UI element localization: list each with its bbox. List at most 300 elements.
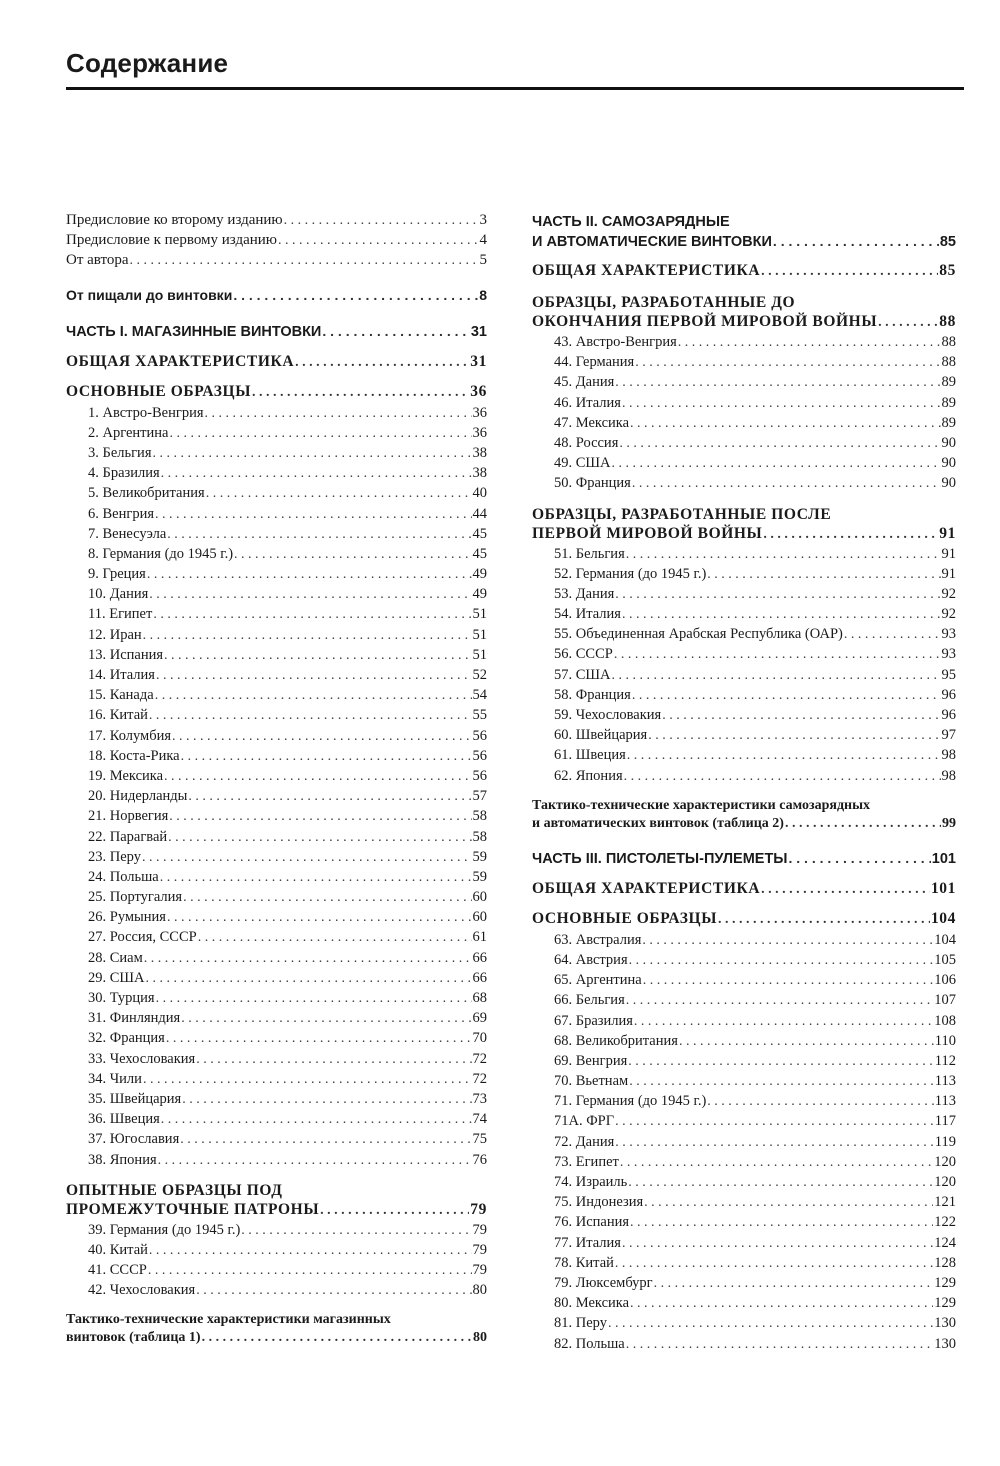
- toc-entry-title: 2. Аргентина: [88, 424, 169, 441]
- toc-entry[interactable]: [88, 970, 487, 990]
- toc-entry-title: 71А. ФРГ: [554, 1113, 615, 1130]
- toc-entry[interactable]: [554, 1235, 956, 1255]
- toc-entry[interactable]: [554, 1255, 956, 1275]
- toc-entry-page: 110: [934, 1032, 956, 1049]
- toc-entry[interactable]: [554, 374, 956, 394]
- toc-entry-page: 117: [934, 1113, 956, 1130]
- toc-entry-page: 90: [941, 455, 956, 472]
- toc-entry[interactable]: [88, 1262, 487, 1282]
- toc-entry-title: 40. Китай: [88, 1241, 148, 1258]
- toc-entry[interactable]: [88, 1010, 487, 1030]
- toc-entry[interactable]: [88, 728, 487, 748]
- toc-entry-title: 10. Дания: [88, 586, 149, 603]
- dot-leader: [156, 668, 472, 684]
- toc-entry-page: 96: [941, 707, 956, 723]
- dot-leader: [628, 1175, 933, 1191]
- toc-entry-title: 47. Мексика: [554, 414, 630, 431]
- toc-entry-page: 106: [934, 972, 956, 989]
- toc-entry-title: 68. Великобритания: [554, 1032, 678, 1049]
- exp-samples-list: [66, 1222, 487, 1303]
- dot-leader: [156, 991, 472, 1007]
- toc-entry[interactable]: [554, 727, 956, 747]
- toc-entry[interactable]: [554, 415, 956, 435]
- toc-entry-title: 49. США: [554, 455, 611, 472]
- dot-leader: [284, 213, 479, 229]
- toc-entry-page: 61: [472, 929, 487, 946]
- toc-entry[interactable]: [554, 952, 956, 972]
- toc-entry-title: 5. Великобритания: [88, 485, 205, 502]
- toc-entry[interactable]: [88, 869, 487, 889]
- toc-entry[interactable]: [554, 992, 956, 1012]
- dot-leader: [166, 1031, 472, 1047]
- dot-leader: [149, 1243, 472, 1259]
- dot-leader: [608, 1316, 933, 1332]
- toc-entry[interactable]: [88, 1131, 487, 1151]
- toc-entry-page: 113: [934, 1093, 956, 1110]
- toc-entry-part3[interactable]: ЧАСТЬ III. ПИСТОЛЕТЫ-ПУЛЕМЕТЫ . . . 101: [532, 850, 956, 872]
- toc-entry-title: 33. Чехословакия: [88, 1050, 196, 1067]
- toc-entry-title: 37. Югославия: [88, 1131, 180, 1148]
- toc-entry[interactable]: [88, 929, 487, 949]
- toc-entry-page: 56: [472, 767, 487, 784]
- page-title: Содержание: [66, 48, 229, 78]
- toc-entry-title: 36. Швеция: [88, 1111, 160, 1128]
- toc-entry-title: 65. Аргентина: [554, 972, 642, 989]
- toc-entry-page: 92: [941, 606, 956, 623]
- dot-leader: [615, 1135, 934, 1151]
- toc-entry[interactable]: [554, 354, 956, 374]
- dot-leader: [143, 1072, 472, 1088]
- toc-entry-page: 5: [479, 252, 487, 269]
- dot-leader: [615, 587, 940, 603]
- toc-entry-page: 90: [941, 475, 956, 492]
- dot-leader: [615, 1256, 933, 1272]
- dot-leader: [144, 951, 472, 967]
- toc-entry[interactable]: [554, 667, 956, 687]
- dot-leader: [158, 1153, 472, 1169]
- toc-entry-page: 49: [472, 586, 487, 603]
- toc-entry-page: 40: [472, 485, 487, 502]
- dot-leader: [612, 668, 941, 684]
- toc-entry[interactable]: [554, 546, 956, 566]
- toc-entry-title: 35. Швейцария: [88, 1090, 182, 1107]
- toc-entry-page: 90: [941, 434, 956, 451]
- toc-entry-page: 75: [472, 1131, 487, 1148]
- toc-entry-title: 66. Бельгия: [554, 992, 625, 1009]
- toc-entry-part2[interactable]: ЧАСТЬ II. САМОЗАРЯДНЫЕ И АВТОМАТИЧЕСКИЕ ВИНТОВКИ . . . 85: [532, 212, 956, 254]
- toc-entry-page: 130: [934, 1335, 956, 1352]
- toc-entry-page: 4: [479, 232, 487, 249]
- toc-entry-title: 28. Сиам: [88, 949, 143, 966]
- toc-entry-title: 80. Мексика: [554, 1295, 630, 1312]
- toc-entry-page: 79: [472, 1221, 487, 1238]
- toc-entry[interactable]: [88, 1222, 487, 1242]
- toc-entry-page: 113: [934, 1073, 956, 1090]
- dot-leader: [632, 688, 941, 704]
- dot-leader: [161, 466, 472, 482]
- toc-entry[interactable]: [88, 1051, 487, 1071]
- toc-entry-general3[interactable]: ОБЩАЯ ХАРАКТЕРИСТИКА . . . 101: [532, 880, 956, 902]
- toc-entry[interactable]: [554, 1053, 956, 1073]
- toc-entry-title: 24. Польша: [88, 868, 159, 885]
- toc-entry-page: 91: [941, 565, 956, 582]
- toc-entry-title: 1. Австро-Венгрия: [88, 404, 204, 421]
- dot-leader: [630, 416, 940, 432]
- smg-list: [532, 932, 956, 1356]
- toc-right-column: [532, 212, 956, 1356]
- toc-entry[interactable]: [88, 1111, 487, 1131]
- toc-entry-exp-samples[interactable]: ОПЫТНЫЕ ОБРАЗЦЫ ПОД ПРОМЕЖУТОЧНЫЕ ПАТРОНЫ . . . 79: [66, 1180, 487, 1222]
- toc-entry[interactable]: [554, 1033, 956, 1053]
- toc-entry-title: 13. Испания: [88, 646, 164, 663]
- toc-entry[interactable]: [554, 626, 956, 646]
- toc-entry-page: 89: [941, 414, 956, 431]
- dot-leader: [180, 1132, 471, 1148]
- dot-leader: [196, 1283, 471, 1299]
- toc-entry-page: 121: [934, 1194, 956, 1211]
- toc-entry-title: 39. Германия (до 1945 г.): [88, 1221, 241, 1238]
- toc-entry-title: 16. Китай: [88, 707, 148, 724]
- main-samples-list: [66, 405, 487, 1172]
- toc-entry-page: 107: [934, 992, 956, 1009]
- toc-entry-page: 66: [472, 949, 487, 966]
- toc-entry[interactable]: [88, 586, 487, 606]
- toc-entry-title: 58. Франция: [554, 686, 631, 703]
- toc-entry-title: 4. Бразилия: [88, 465, 160, 482]
- toc-entry-page: 112: [934, 1052, 956, 1069]
- toc-entry-title: 61. Швеция: [554, 747, 626, 764]
- toc-entry-title: Предисловие к первому изданию: [66, 232, 278, 249]
- toc-entry[interactable]: [554, 586, 956, 606]
- toc-entry-page: 44: [472, 505, 487, 522]
- toc-entry[interactable]: [66, 252, 487, 272]
- toc-entry[interactable]: [88, 1071, 487, 1091]
- toc-entry[interactable]: [88, 667, 487, 687]
- toc-entry-page: 49: [472, 566, 487, 583]
- toc-entry[interactable]: [88, 1282, 487, 1302]
- toc-entry[interactable]: [88, 1242, 487, 1262]
- toc-entry-page: 60: [472, 909, 487, 926]
- toc-entry[interactable]: [88, 687, 487, 707]
- toc-entry-title: 56. СССР: [554, 646, 613, 663]
- toc-entry-page: 129: [934, 1274, 956, 1291]
- toc-entry[interactable]: [554, 768, 956, 788]
- toc-entry[interactable]: [554, 1013, 956, 1033]
- toc-entry-title: Предисловие ко второму изданию: [66, 212, 283, 228]
- toc-entry-title: 32. Франция: [88, 1030, 165, 1047]
- toc-entry-title: 15. Канада: [88, 687, 154, 704]
- toc-entry-title: 45. Дания: [554, 374, 615, 391]
- toc-entry-page: 108: [934, 1012, 956, 1029]
- toc-entry[interactable]: [66, 232, 487, 252]
- toc-entry[interactable]: [88, 627, 487, 647]
- toc-entry-page: 88: [941, 354, 956, 371]
- dot-leader: [147, 567, 472, 583]
- toc-entry-page: 60: [472, 889, 487, 906]
- toc-entry-title: 38. Япония: [88, 1151, 157, 1168]
- toc-entry[interactable]: [554, 1275, 956, 1295]
- dot-leader: [678, 335, 941, 351]
- toc-entry[interactable]: [554, 1093, 956, 1113]
- dot-leader: [624, 769, 941, 785]
- dot-leader: [169, 809, 471, 825]
- toc-entry[interactable]: [554, 395, 956, 415]
- dot-leader: [146, 971, 472, 987]
- toc-entry-page: 122: [934, 1214, 956, 1231]
- dot-leader: [648, 728, 940, 744]
- toc-entry-title: 18. Коста-Рика: [88, 747, 180, 764]
- toc-entry-title: 19. Мексика: [88, 767, 164, 784]
- toc-entry-title: 52. Германия (до 1945 г.): [554, 565, 707, 582]
- toc-entry-title: 73. Египет: [554, 1153, 619, 1170]
- toc-entry-title: 57. США: [554, 666, 611, 683]
- dot-leader: [181, 1011, 471, 1027]
- dot-leader: [615, 1114, 934, 1130]
- toc-entry[interactable]: [554, 1295, 956, 1315]
- dot-leader: [206, 486, 472, 502]
- dot-leader: [654, 1276, 934, 1292]
- toc-entry[interactable]: [88, 647, 487, 667]
- toc-entry-main-samples[interactable]: ОСНОВНЫЕ ОБРАЗЦЫ . . . 36: [66, 383, 487, 405]
- dot-leader: [198, 930, 472, 946]
- toc-entry[interactable]: [554, 1194, 956, 1214]
- post-ww1-list: [532, 546, 956, 788]
- toc-entry-page: 129: [934, 1295, 956, 1312]
- dot-leader: [628, 1054, 934, 1070]
- toc-entry[interactable]: [88, 445, 487, 465]
- dot-leader: [612, 456, 941, 472]
- toc-entry-page: 104: [934, 931, 956, 948]
- toc-entry-page: 59: [472, 848, 487, 865]
- dot-leader: [160, 870, 472, 886]
- dot-leader: [153, 607, 471, 623]
- toc-entry[interactable]: [554, 1315, 956, 1335]
- toc-entry[interactable]: [88, 405, 487, 425]
- toc-entry[interactable]: [554, 1134, 956, 1154]
- toc-entry-title: 63. Австралия: [554, 931, 642, 948]
- toc-entry-page: 54: [472, 687, 487, 704]
- toc-entry-title: 69. Венгрия: [554, 1052, 628, 1069]
- toc-entry-title: 71. Германия (до 1945 г.): [554, 1093, 707, 1110]
- dot-leader: [707, 567, 940, 583]
- toc-entry-page: 80: [472, 1282, 487, 1299]
- toc-entry-title: 55. Объединенная Арабская Республика (ОАР): [554, 626, 843, 643]
- dot-leader: [626, 547, 941, 563]
- dot-leader: [615, 375, 940, 391]
- toc-entry[interactable]: [554, 1113, 956, 1133]
- dot-leader: [643, 973, 934, 989]
- dot-leader: [164, 769, 471, 785]
- toc-entry[interactable]: [554, 687, 956, 707]
- toc-entry-main-samples3[interactable]: ОСНОВНЫЕ ОБРАЗЦЫ . . . 104: [532, 910, 956, 932]
- dot-leader: [241, 1223, 471, 1239]
- toc-entry-page: 95: [941, 666, 956, 683]
- toc-entry-title: 29. США: [88, 969, 145, 986]
- toc-entry-page: 74: [472, 1111, 487, 1128]
- toc-entry-title: 34. Чили: [88, 1070, 142, 1087]
- toc-entry-page: 73: [472, 1090, 487, 1107]
- toc-entry-page: 3: [479, 212, 487, 228]
- dot-leader: [622, 607, 941, 623]
- toc-entry[interactable]: [554, 606, 956, 626]
- toc-entry[interactable]: [554, 646, 956, 666]
- dot-leader: [205, 406, 472, 422]
- toc-entry[interactable]: [88, 546, 487, 566]
- toc-entry[interactable]: [554, 1174, 956, 1194]
- toc-entry[interactable]: [554, 1336, 956, 1356]
- dot-leader: [629, 1074, 934, 1090]
- toc-entry[interactable]: [88, 889, 487, 909]
- toc-entry-page: 51: [472, 646, 487, 663]
- dot-leader: [620, 1155, 933, 1171]
- toc-entry-post-ww1[interactable]: ОБРАЗЦЫ, РАЗРАБОТАННЫЕ ПОСЛЕ ПЕРВОЙ МИРОВОЙ ВОЙНЫ . . . 91: [532, 504, 956, 546]
- dot-leader: [188, 789, 471, 805]
- toc-entry-title: 11. Египет: [88, 606, 153, 623]
- toc-entry-title: 8. Германия (до 1945 г.): [88, 545, 234, 562]
- toc-entry-page: 68: [472, 990, 487, 1006]
- toc-entry-page: 51: [472, 626, 487, 643]
- toc-entry-title: От автора: [66, 252, 129, 269]
- toc-entry-part1[interactable]: ЧАСТЬ I. МАГАЗИННЫЕ ВИНТОВКИ . . . 31: [66, 323, 487, 345]
- dot-leader: [149, 708, 472, 724]
- toc-entry-title: 48. Россия: [554, 434, 619, 451]
- toc-entry-page: 55: [472, 707, 487, 724]
- toc-entry[interactable]: [554, 435, 956, 455]
- dot-leader: [634, 1014, 933, 1030]
- toc-entry-page: 45: [472, 525, 487, 542]
- toc-entry[interactable]: [88, 485, 487, 505]
- toc-entry-general[interactable]: ОБЩАЯ ХАРАКТЕРИСТИКА . . . 31: [66, 353, 487, 375]
- toc-entry-page: 124: [934, 1234, 956, 1251]
- toc-entry-page: 72: [472, 1050, 487, 1067]
- toc-entry[interactable]: [88, 425, 487, 445]
- toc-entry-title: 54. Италия: [554, 606, 621, 623]
- toc-entry-page: 52: [472, 667, 487, 683]
- toc-entry-general2[interactable]: ОБЩАЯ ХАРАКТЕРИСТИКА . . . 85: [532, 262, 956, 284]
- toc-entry[interactable]: [88, 849, 487, 869]
- toc-entry-page: 79: [472, 1241, 487, 1258]
- toc-entry[interactable]: [88, 768, 487, 788]
- toc-entry-title: 51. Бельгия: [554, 545, 625, 562]
- toc-entry[interactable]: [88, 950, 487, 970]
- toc-entry[interactable]: [88, 909, 487, 929]
- toc-entry[interactable]: [554, 932, 956, 952]
- toc-entry[interactable]: [554, 707, 956, 727]
- toc-entry-title: 75. Индонезия: [554, 1194, 644, 1211]
- toc-entry-title: 64. Австрия: [554, 951, 628, 968]
- dot-leader: [642, 933, 933, 949]
- toc-entry-title: 3. Бельгия: [88, 444, 152, 461]
- toc-entry[interactable]: [88, 707, 487, 727]
- toc-entry-page: 96: [941, 686, 956, 703]
- toc-entry-page: 120: [934, 1153, 956, 1170]
- toc-entry-title: 46. Италия: [554, 394, 621, 411]
- toc-entry[interactable]: [88, 566, 487, 586]
- toc-entry[interactable]: [88, 808, 487, 828]
- toc-entry[interactable]: [554, 1154, 956, 1174]
- toc-entry[interactable]: [554, 1214, 956, 1234]
- toc-entry-page: 93: [941, 646, 956, 663]
- dot-leader: [148, 1263, 472, 1279]
- toc-entry-title: 42. Чехословакия: [88, 1282, 196, 1299]
- toc-entry[interactable]: [88, 1152, 487, 1172]
- dot-leader: [278, 233, 478, 249]
- toc-entry[interactable]: [66, 212, 487, 232]
- dot-leader: [155, 507, 472, 523]
- toc-entry-title: 60. Швейцария: [554, 727, 648, 744]
- dot-leader: [626, 993, 934, 1009]
- toc-entry-page: 105: [934, 951, 956, 968]
- dot-leader: [196, 1052, 471, 1068]
- toc-entry-title: 7. Венесуэла: [88, 525, 167, 542]
- toc-entry[interactable]: [88, 1091, 487, 1111]
- toc-entry-title: 79. Люксембург: [554, 1274, 653, 1291]
- dot-leader: [619, 436, 940, 452]
- dot-leader: [130, 253, 479, 269]
- dot-leader: [153, 446, 472, 462]
- toc-entry-page: 51: [472, 606, 487, 623]
- toc-entry[interactable]: [554, 475, 956, 495]
- toc-entry[interactable]: [554, 455, 956, 475]
- toc-entry[interactable]: [554, 747, 956, 767]
- toc-entry[interactable]: [88, 526, 487, 546]
- dot-leader: [168, 830, 471, 846]
- dot-leader: [635, 355, 940, 371]
- dot-leader: [161, 1112, 472, 1128]
- dot-leader: [149, 587, 471, 603]
- toc-entry[interactable]: [554, 972, 956, 992]
- dot-leader: [629, 953, 934, 969]
- toc-entry-table2[interactable]: Тактико-технические характеристики самозарядных и автоматических винтовок (таблица 2) . . . 99: [532, 796, 956, 836]
- dot-leader: [182, 1092, 471, 1108]
- toc-entry[interactable]: [88, 506, 487, 526]
- dot-leader: [234, 547, 471, 563]
- toc-entry[interactable]: [554, 566, 956, 586]
- toc-entry-title: 82. Польша: [554, 1335, 625, 1352]
- toc-entry-page: 120: [934, 1174, 956, 1190]
- toc-entry-title: 17. Колумбия: [88, 727, 172, 744]
- toc-entry-title: 31. Финляндия: [88, 1010, 181, 1027]
- toc-entry[interactable]: [554, 1073, 956, 1093]
- toc-entry[interactable]: [88, 1030, 487, 1050]
- toc-left-column: [66, 212, 487, 1350]
- toc-entry-title: 72. Дания: [554, 1133, 615, 1150]
- title-rule: [66, 87, 964, 90]
- toc-entry[interactable]: [554, 334, 956, 354]
- toc-entry-intro[interactable]: От пищали до винтовки . . . 8: [66, 287, 487, 309]
- toc-entry-page: 128: [934, 1254, 956, 1271]
- toc-entry[interactable]: [88, 829, 487, 849]
- toc-entry[interactable]: [88, 788, 487, 808]
- toc-entry-title: 22. Парагвай: [88, 828, 168, 845]
- toc-entry-title: 41. СССР: [88, 1262, 147, 1279]
- toc-entry[interactable]: [88, 990, 487, 1010]
- dot-leader: [169, 426, 471, 442]
- toc-entry-pre-ww1[interactable]: ОБРАЗЦЫ, РАЗРАБОТАННЫЕ ДО ОКОНЧАНИЯ ПЕРВОЙ МИРОВОЙ ВОЙНЫ . . . 88: [532, 292, 956, 334]
- dot-leader: [181, 749, 472, 765]
- toc-entry[interactable]: [88, 606, 487, 626]
- dot-leader: [183, 890, 471, 906]
- toc-entry-table1[interactable]: Тактико-технические характеристики магазинных винтовок (таблица 1) . . . 80: [66, 1310, 487, 1350]
- pre-ww1-list: [532, 334, 956, 496]
- toc-entry[interactable]: [88, 465, 487, 485]
- toc-entry-page: 69: [472, 1010, 487, 1027]
- dot-leader: [626, 1337, 934, 1353]
- toc-entry-page: 92: [941, 585, 956, 602]
- toc-entry[interactable]: [88, 748, 487, 768]
- dot-leader: [155, 688, 472, 704]
- toc-entry-title: 12. Иран: [88, 626, 142, 643]
